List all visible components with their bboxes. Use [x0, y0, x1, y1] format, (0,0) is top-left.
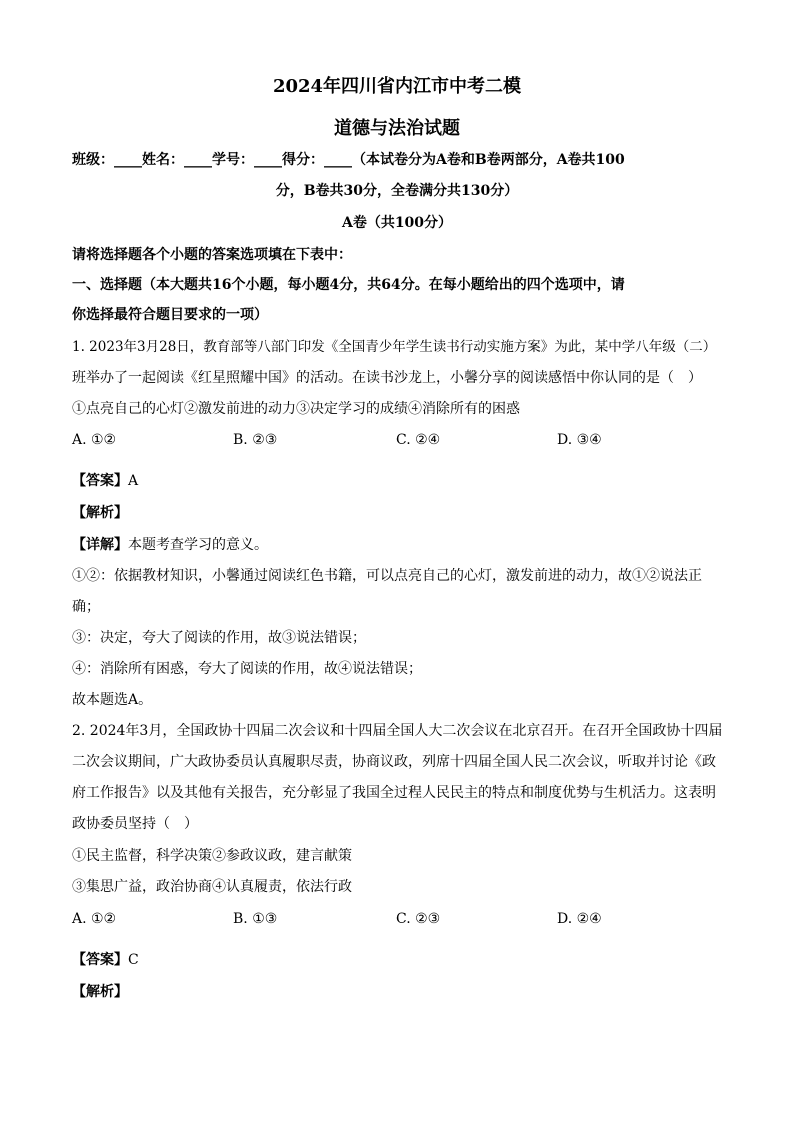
q1-explanation-line: ③：决定，夸大了阅读的作用，故③说法错误； [72, 630, 366, 646]
q1-detail [72, 535, 268, 555]
q2-option-b: B. ①③ [233, 911, 278, 927]
q1-option-d: D. ③④ [557, 432, 602, 448]
q1-option-b: B. ②③ [233, 432, 278, 448]
q1-option-c: C. ②④ [396, 432, 441, 448]
q2-stem-line: 二次会议期间，广大政协委员认真履职尽责，协商议政，列席十四届全国人民二次会议，听取并讨论《政 [72, 754, 716, 770]
score-info-line: 分，B卷共30分，全卷满分共130分） [275, 183, 519, 199]
q2-statements: ③集思广益，政治协商④认真履责，依法行政 [72, 879, 352, 895]
instruction-line: 请将选择题各个小题的答案选项填在下表中： [72, 247, 352, 263]
student-info-line: 班级：____姓名：____学号：____得分：____（本试卷分为A卷和B卷两部分，A卷共100 [72, 152, 625, 168]
q2-stem-line: 2. 2024年3月，全国政协十四届二次会议和十四届全国人大二次会议在北京召开。在召开全国政协十四届 [72, 723, 723, 739]
q1-stem-line: 1. 2023年3月28日，教育部等八部门印发《全国青少年学生读书行动实施方案》为此，某中学八年级（二） [72, 339, 717, 355]
answer-label: 【答案】 [72, 952, 128, 968]
q2-answer [72, 950, 139, 970]
q1-statements: ①点亮自己的心灯②激发前进的动力③决定学习的成绩④消除所有的困惑 [72, 401, 520, 417]
q1-explanation-line: ①②：依据教材知识，小馨通过阅读红色书籍，可以点亮自己的心灯，激发前进的动力，故①②说法正 [72, 568, 702, 584]
detail-label: 【详解】 [72, 537, 128, 553]
q2-option-d: D. ②④ [557, 911, 602, 927]
answer-value: C [128, 952, 139, 968]
q2-option-a: A. ①② [72, 911, 117, 927]
q1-option-a: A. ①② [72, 432, 117, 448]
q1-answer [72, 471, 138, 491]
q2-stem-line: 政协委员坚持（ ） [72, 816, 198, 832]
q2-stem-line: 府工作报告》以及其他有关报告，充分彰显了我国全过程人民民主的特点和制度优势与生机活力。这表明 [72, 785, 716, 801]
answer-value: A [128, 473, 139, 489]
q2-option-c: C. ②③ [396, 911, 441, 927]
q1-explanation-line: 确； [72, 599, 100, 615]
q2-analysis-label: 【解析】 [72, 984, 128, 1000]
q2-statements: ①民主监督，科学决策②参政议政，建言献策 [72, 848, 352, 864]
section-heading-line: 一、选择题（本大题共16个小题，每小题4分，共64分。在每小题给出的四个选项中，请 [72, 277, 625, 293]
exam-subtitle: 道德与法治试题 [334, 118, 460, 139]
section-a-heading: A卷（共100分） [341, 215, 453, 231]
q1-analysis-label: 【解析】 [72, 505, 128, 521]
q1-conclusion: 故本题选A。 [72, 692, 153, 708]
answer-label: 【答案】 [72, 473, 128, 489]
exam-title: 2024年四川省内江市中考二模 [272, 76, 522, 97]
q1-stem-line: 班举办了一起阅读《红星照耀中国》的活动。在读书沙龙上，小馨分享的阅读感悟中你认同的是（ ） [72, 370, 702, 386]
detail-text: 本题考查学习的意义。 [128, 537, 268, 553]
q1-explanation-line: ④：消除所有困惑，夸大了阅读的作用，故④说法错误； [72, 661, 422, 677]
section-heading-line-cont: 你选择最符合题目要求的一项） [72, 307, 268, 323]
